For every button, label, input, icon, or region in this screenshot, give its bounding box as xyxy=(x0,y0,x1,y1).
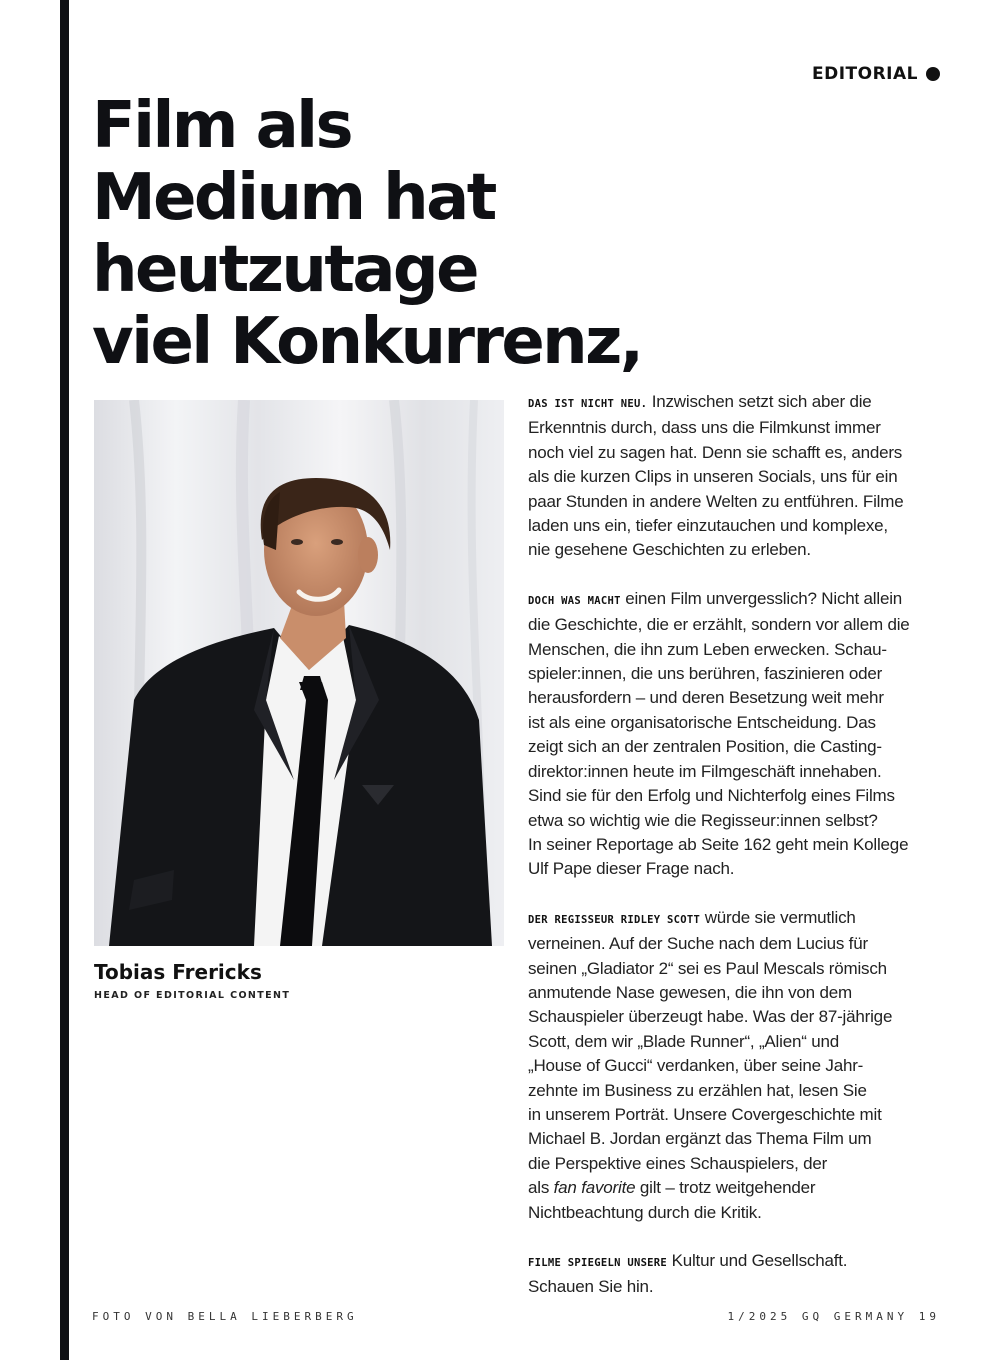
headline xyxy=(92,90,892,378)
headline-line: viel Konkurrenz, xyxy=(92,305,642,379)
paragraph-line: noch viel zu sagen hat. Denn sie schafft es, anders xyxy=(528,442,903,462)
paragraph-text: Inzwischen setzt sich aber die xyxy=(647,392,872,411)
page-edge-bar xyxy=(60,0,69,1360)
paragraph-line: „House of Gucci“ verdanken, über seine Jahr- xyxy=(528,1056,864,1076)
paragraph-line: verneinen. Auf der Suche nach dem Lucius für xyxy=(528,934,868,954)
paragraph-line: die Geschichte, die er erzählt, sondern vor allem die xyxy=(528,615,910,635)
paragraph-line: Erkenntnis durch, dass uns die Filmkunst immer xyxy=(528,418,881,438)
section-label xyxy=(812,64,940,84)
paragraph xyxy=(528,906,948,1225)
bullet-dot-icon xyxy=(926,67,940,81)
paragraph-lead-in: FILME SPIEGELN UNSERE xyxy=(528,1257,668,1269)
headline-line: heutzutage xyxy=(92,233,477,307)
paragraph-line xyxy=(528,906,948,932)
section-label-text: EDITORIAL xyxy=(811,64,918,84)
author-portrait-photo xyxy=(94,400,504,946)
paragraph-text: Kultur und Gesellschaft. xyxy=(667,1251,848,1270)
paragraph-line: zehnte im Business zu erzählen hat, lesen Sie xyxy=(528,1080,867,1100)
paragraph xyxy=(528,390,948,563)
paragraph-lead-in: DER REGISSEUR RIDLEY SCOTT xyxy=(528,913,701,926)
author-role: HEAD OF EDITORIAL CONTENT xyxy=(94,990,291,1001)
photo-credit: FOTO VON BELLA LIEBERBERG xyxy=(92,1310,358,1323)
paragraph-line: die Perspektive eines Schauspielers, der xyxy=(528,1153,828,1173)
portrait-image xyxy=(94,400,504,946)
paragraph-lead-in: DOCH WAS MACHT xyxy=(528,594,621,607)
paragraph-text: einen Film unvergesslich? Nicht allein xyxy=(620,588,903,608)
paragraph-line: zeigt sich an der zentralen Position, die Casting- xyxy=(528,737,882,757)
paragraph-line: Schauen Sie hin. xyxy=(528,1277,654,1297)
paragraph-line: als fan favorite gilt – trotz weitgehender xyxy=(528,1178,816,1198)
headline-line: Medium hat xyxy=(92,161,495,235)
paragraph-line: Sind sie für den Erfolg und Nichterfolg eines Films xyxy=(528,786,895,806)
paragraph xyxy=(528,1249,948,1300)
paragraph-line: als die kurzen Clips in unseren Socials, uns für ein xyxy=(528,467,898,487)
editorial-body xyxy=(528,390,948,1324)
paragraph-line xyxy=(528,587,948,613)
paragraph-line xyxy=(528,390,948,416)
paragraph-line: nie gesehene Geschichten zu erleben. xyxy=(528,540,811,560)
paragraph-line: paar Stunden in andere Welten zu entführen. Filme xyxy=(528,491,904,511)
paragraph-line: seinen „Gladiator 2“ sei es Paul Mescals römisch xyxy=(528,958,887,978)
paragraph-line: Michael B. Jordan ergänzt das Thema Film um xyxy=(528,1129,872,1149)
author-name: Tobias Frericks xyxy=(94,960,262,984)
paragraph-line: Menschen, die ihn zum Leben erwecken. Schau- xyxy=(528,639,887,659)
emphasis-text: fan favorite xyxy=(553,1178,636,1198)
paragraph-line: Scott, dem wir „Blade Runner“, „Alien“ und xyxy=(528,1031,839,1051)
paragraph-line: Schauspieler überzeugt habe. Was der 87-jährige xyxy=(528,1007,893,1027)
paragraph-line: in unserem Porträt. Unsere Covergeschichte mit xyxy=(528,1104,882,1124)
paragraph xyxy=(528,587,948,882)
paragraph-line: anmutende Nase gewesen, die ihn von dem xyxy=(528,982,852,1002)
paragraph-lead-in: DAS IST NICHT NEU. xyxy=(528,398,648,410)
paragraph-line: Nichtbeachtung durch die Kritik. xyxy=(528,1202,762,1222)
headline-line: Film als xyxy=(92,89,351,163)
paragraph-text: würde sie vermutlich xyxy=(700,907,856,927)
paragraph-line: Ulf Pape dieser Frage nach. xyxy=(528,859,735,879)
paragraph-line: etwa so wichtig wie die Regisseur:innen selbst? xyxy=(528,810,878,830)
paragraph-line: ist als eine organisatorische Entscheidung. Das xyxy=(528,712,876,732)
paragraph-line: herausfordern – und deren Besetzung weit mehr xyxy=(528,688,884,708)
paragraph-line: spieler:innen, die uns berühren, faszinieren oder xyxy=(528,664,883,684)
paragraph-line xyxy=(528,1249,948,1275)
paragraph-line: laden uns ein, tiefer einzutauchen und komplexe, xyxy=(528,516,888,536)
page-folio: 1/2025 GQ GERMANY 19 xyxy=(727,1310,940,1323)
paragraph-line: In seiner Reportage ab Seite 162 geht mein Kollege xyxy=(528,834,909,854)
paragraph-line: direktor:innen heute im Filmgeschäft innehaben. xyxy=(528,761,882,781)
